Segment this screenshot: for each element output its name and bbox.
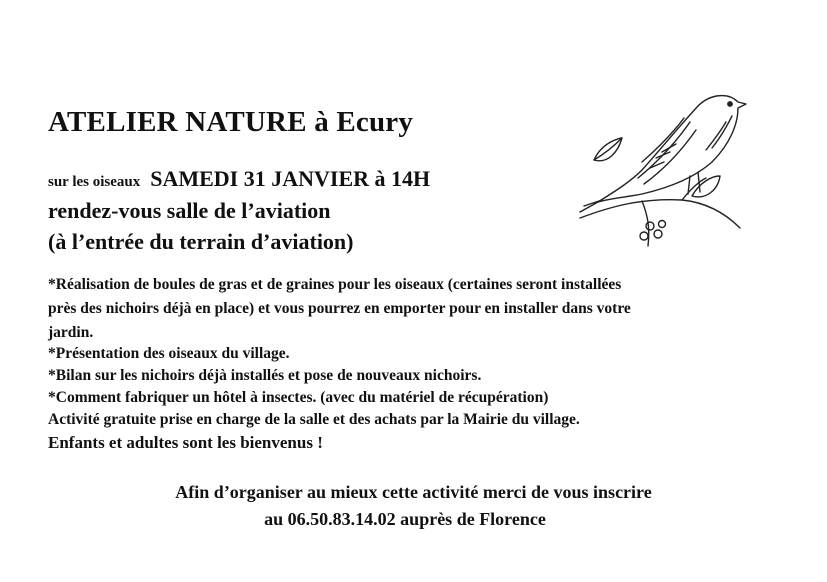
- body-line: *Bilan sur les nichoirs déjà installés et pose de nouveaux nichoirs.: [48, 367, 482, 384]
- page-title: ATELIER NATURE à Ecury: [48, 106, 414, 138]
- body-line: *Comment fabriquer un hôtel à insectes. (avec du matériel de récupération): [48, 389, 549, 406]
- registration-note: Afin d’organiser au mieux cette activité merci de vous inscrire: [175, 482, 652, 502]
- registration-contact: au 06.50.83.14.02 auprès de Florence: [264, 509, 546, 529]
- event-topic: sur les oiseaux: [48, 174, 141, 190]
- body-line: *Présentation des oiseaux du village.: [48, 345, 290, 362]
- body-line: *Réalisation de boules de gras et de graines pour les oiseaux (certaines seront installées: [48, 276, 622, 293]
- event-location-detail: (à l’entrée du terrain d’aviation): [48, 229, 354, 254]
- event-datetime: SAMEDI 31 JANVIER à 14H: [150, 166, 431, 191]
- event-location: rendez-vous salle de l’aviation: [48, 198, 331, 223]
- welcome-line: Enfants et adultes sont les bienvenus !: [48, 433, 323, 452]
- body-line: jardin.: [48, 324, 94, 341]
- body-line: Activité gratuite prise en charge de la salle et des achats par la Mairie du village.: [48, 411, 580, 428]
- body-line: près des nichoirs déjà en place) et vous pourrez en emporter pour en installer dans votre: [48, 300, 631, 317]
- bird-illustration: [572, 78, 752, 258]
- event-when: [48, 166, 430, 192]
